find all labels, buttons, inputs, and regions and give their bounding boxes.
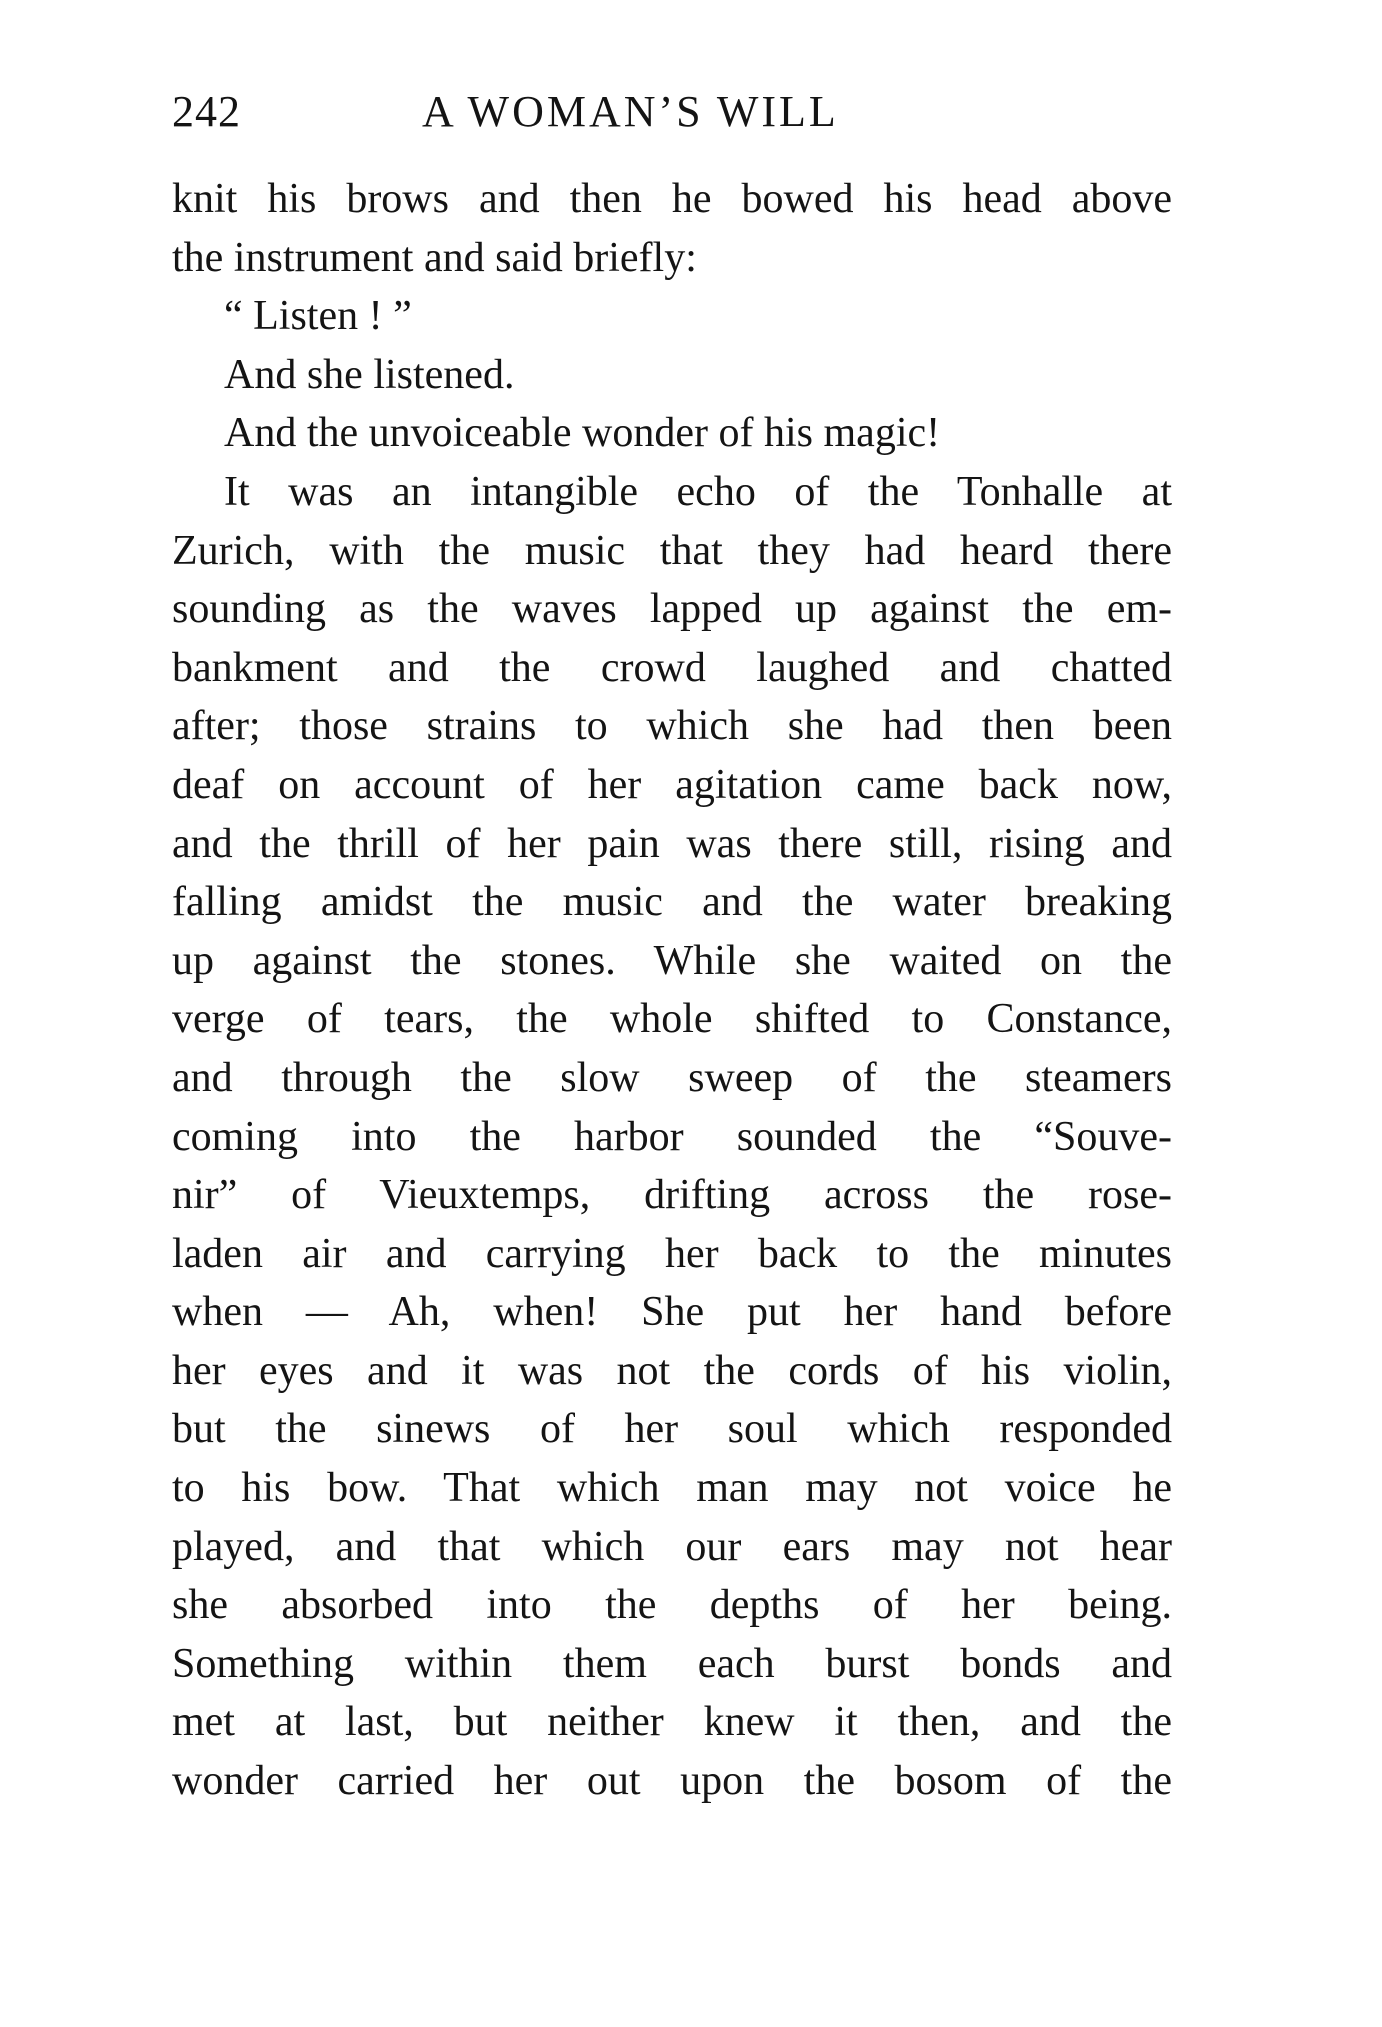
text-line: bankment and the crowd laughed and chatted <box>172 644 1172 691</box>
text-line: nir” of Vieuxtemps, drifting across the rose- <box>172 1172 1172 1219</box>
text-line: “ Listen ! ” <box>224 293 412 340</box>
text-line: and the thrill of her pain was there still, rising and <box>172 820 1172 867</box>
body-text <box>172 170 1172 1811</box>
text-line: And the unvoiceable wonder of his magic! <box>224 410 941 457</box>
running-title: A WOMAN’S WILL <box>422 87 839 136</box>
running-head <box>172 82 1172 142</box>
text-line: she absorbed into the depths of her being. <box>172 1582 1172 1629</box>
text-line: the instrument and said briefly: <box>172 234 697 281</box>
text-line: laden air and carrying her back to the minutes <box>172 1230 1172 1277</box>
text-line: coming into the harbor sounded the “Souve- <box>172 1113 1172 1160</box>
text-line: Zurich, with the music that they had heard there <box>172 527 1172 574</box>
text-line: played, and that which our ears may not hear <box>172 1523 1172 1570</box>
text-line: but the sinews of her soul which responded <box>172 1406 1172 1453</box>
text-line: to his bow. That which man may not voice he <box>172 1465 1172 1512</box>
text-line: her eyes and it was not the cords of his violin, <box>172 1347 1172 1394</box>
text-line: verge of tears, the whole shifted to Constance, <box>172 996 1172 1043</box>
text-line: Something within them each burst bonds and <box>172 1640 1172 1687</box>
text-line: And she listened. <box>224 351 515 398</box>
text-line: knit his brows and then he bowed his head above <box>172 176 1172 222</box>
text-line: wonder carried her out upon the bosom of the <box>172 1758 1172 1805</box>
text-line: It was an intangible echo of the Tonhalle at <box>224 468 1172 515</box>
text-line: up against the stones. While she waited on the <box>172 937 1172 984</box>
text-line: after; those strains to which she had then been <box>172 703 1172 750</box>
text-line: sounding as the waves lapped up against the em- <box>172 586 1172 633</box>
text-line: and through the slow sweep of the steamers <box>172 1054 1172 1101</box>
page-number: 242 <box>172 87 241 136</box>
text-line: falling amidst the music and the water breaking <box>172 879 1172 926</box>
text-line: when — Ah, when! She put her hand before <box>172 1289 1172 1336</box>
text-line: deaf on account of her agitation came back now, <box>172 761 1172 808</box>
text-line: met at last, but neither knew it then, and the <box>172 1699 1172 1746</box>
